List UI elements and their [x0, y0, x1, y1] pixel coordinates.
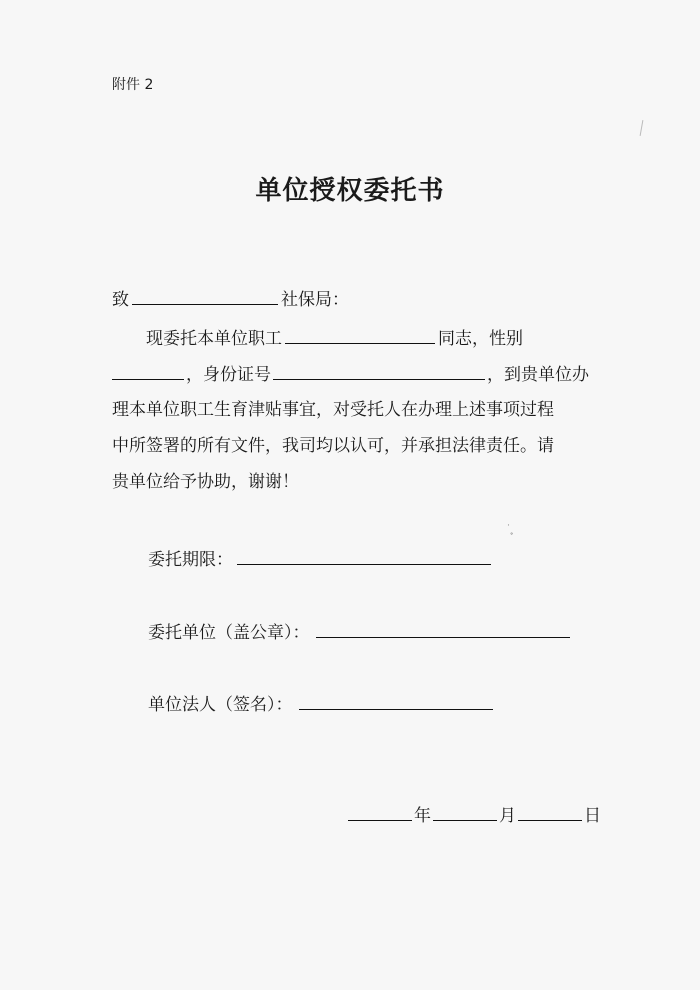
date-line	[348, 802, 601, 828]
salutation-suffix: 社保局：	[281, 290, 349, 310]
month-blank[interactable]	[433, 802, 497, 821]
year-label: 年	[414, 806, 431, 826]
salutation-prefix: 致	[112, 290, 129, 310]
unit-field	[148, 619, 570, 645]
period-label: 委托期限：	[148, 550, 233, 570]
body-line-1	[146, 325, 523, 351]
gender-blank[interactable]	[112, 361, 184, 380]
salutation-line	[112, 286, 349, 312]
unit-label: 委托单位（盖公章）：	[148, 623, 310, 643]
legal-label: 单位法人（签名）：	[148, 695, 293, 715]
legal-signature-blank[interactable]	[299, 691, 493, 710]
period-blank[interactable]	[237, 546, 491, 565]
body-line-1-text-a: 现委托本单位职工	[146, 329, 282, 349]
year-blank[interactable]	[348, 802, 412, 821]
id-number-blank[interactable]	[273, 361, 485, 380]
document-title: 单位授权委托书	[255, 176, 445, 206]
body-line-4: 中所签署的所有文件，我司均以认可，并承担法律责任。请	[112, 436, 554, 456]
body-line-2	[112, 361, 589, 387]
day-blank[interactable]	[518, 802, 582, 821]
unit-seal-blank[interactable]	[316, 619, 570, 638]
scan-edge-mark	[640, 120, 644, 136]
social-security-bureau-blank[interactable]	[132, 286, 278, 305]
month-label: 月	[499, 806, 516, 826]
body-line-3: 理本单位职工生育津贴事宜，对受托人在办理上述事项过程	[112, 400, 554, 420]
body-line-5: 贵单位给予协助，谢谢！	[112, 472, 299, 492]
scan-speck: ˙ ̥	[506, 524, 515, 535]
body-line-2-text-a: ，身份证号	[186, 365, 271, 385]
employee-name-blank[interactable]	[285, 325, 435, 344]
attachment-label: 附件 2	[112, 77, 154, 93]
legal-field	[148, 691, 493, 717]
period-field	[148, 546, 491, 572]
body-line-2-text-b: ，到贵单位办	[487, 365, 589, 385]
day-label: 日	[584, 806, 601, 826]
body-line-1-text-b: 同志，性别	[438, 329, 523, 349]
